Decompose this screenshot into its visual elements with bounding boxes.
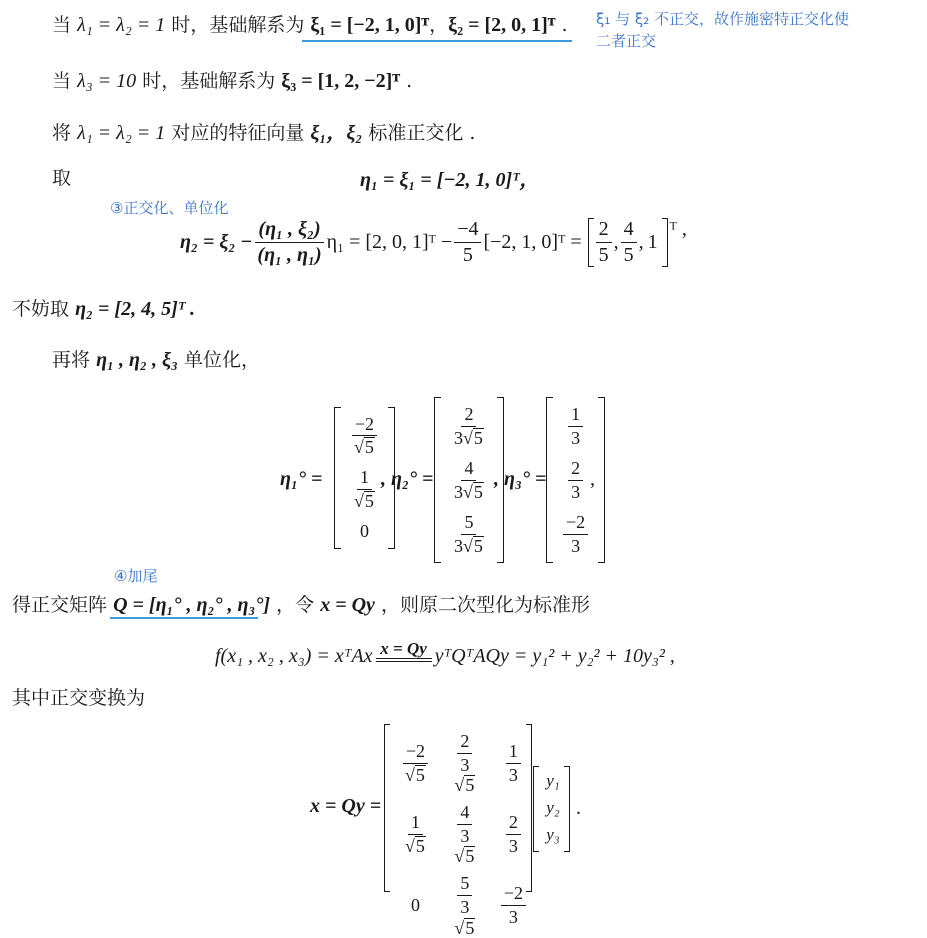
annotation-underline-Q [110,617,258,619]
eta2-unit-entry-2-denominator: 3√5 [451,481,487,503]
eta1-unit-entry-1-sqrt: √5 [354,437,375,458]
y-vector-left-bracket [533,766,539,852]
eta2-frac-den: (η₁ , η₁) [254,243,324,267]
line-4-prefix [52,163,71,190]
line2-prefix: 当 [52,70,71,92]
q-entry-2-1-sqrt: √5 [405,836,426,857]
eta2-unit-label: , η₂° = [381,468,433,491]
eta1-unit-entry-2-sqrt: √5 [354,491,375,512]
eta2-unit-entry-2-numerator: 4 [461,458,476,481]
transform-lhs: x = Qy = [310,795,381,818]
eta3-unit-entry-3-numerator: −2 [563,512,588,535]
eta1-unit-left-bracket [334,407,341,549]
eta1-unit-entry-2 [349,467,380,511]
transform-tail: . [576,797,581,820]
line8-text: 其中正交变换为 [12,687,145,709]
line2-condition: λ₃ = 10 [77,70,136,92]
eta2-coef-num: −4 [454,218,481,243]
q-entry-3-2-fraction [451,873,479,938]
eta3-unit-entry-1-numerator: 1 [568,404,583,427]
q-entry-1-3 [504,741,523,785]
line1-end: . [562,14,568,36]
eta3-unit-entry-2-fraction [568,458,583,502]
eta2-r1-den: 5 [596,243,612,267]
line6-end: 单位化， [184,349,260,371]
f-double-line [376,658,432,662]
eta3-unit-entry-2 [566,458,585,502]
eta1-unit-entry-1-denominator [351,436,378,458]
q-entry-2-1-fraction [402,812,429,856]
q-entry-2-2-sqrt: √5 [454,846,475,867]
q-entry-2-2-fraction [451,802,479,867]
q-entry-3-2-sqrt: √5 [454,918,475,938]
y-vector [542,768,564,848]
line2-end: . [406,70,412,92]
q-entry-2-2 [449,802,481,867]
eta2-unit-entry-1-sqrt: √5 [463,428,484,449]
eta2-r2-num: 4 [621,218,637,243]
line3-vectors: ξ₁，ξ₂ [310,122,362,144]
eta2-unit-entry-1-fraction [451,404,487,448]
line-5 [12,294,195,321]
eta1-unit-entry-3: 0 [360,521,369,542]
eta1-unit-entry-2-numerator: 1 [357,467,372,490]
eta2-comma-2: , [639,231,644,254]
q-entry-1-3-numerator: 1 [506,741,521,764]
line1-condition: λ₁ = λ₂ = 1 [77,14,165,36]
q-entry-3-1: 0 [411,895,420,916]
eta3-unit-vector [546,397,605,563]
eta2-result-bracket [588,218,668,267]
eta2-unit-entry-2-fraction [451,458,487,502]
transform-matrix [392,728,536,894]
eta2-lhs: η₂ = ξ₂ − [180,231,252,254]
eta1-unit-entry-1-fraction [351,414,378,458]
xi1-vector: ξ₁ = [−2, 1, 0]ᵀ [310,14,429,36]
eta2-result-right-bracket [662,218,668,267]
line3-end: 标准正交化 . [368,122,475,144]
q-entry-1-2 [449,731,481,796]
line5-prefix: 不妨取 [12,298,69,320]
eta2-result-left-bracket [588,218,594,267]
eta3-unit-entry-3-fraction [563,512,588,556]
q-entry-1-2-sqrt: √5 [454,775,475,796]
q-entry-2-1 [400,812,431,856]
eta2-comma-1: , [614,231,619,254]
annotation-tail: ④加尾 [114,565,157,586]
eta2-unit-entry-3-numerator: 5 [461,512,476,535]
transform-matrix-right-bracket [526,724,532,892]
transform-matrix-left-bracket [384,724,390,892]
eta2-after-frac: η₁ = [2, 0, 1]ᵀ − [327,231,453,254]
f-lhs: f(x₁ , x₂ , x₃) = xᵀAx [215,645,373,668]
unit-vectors-tail: , [590,468,595,491]
eta3-unit-label: , η₃° = [494,468,546,491]
line7-mid: ，令 [276,594,314,616]
q-entry-3-2-numerator: 5 [457,873,472,896]
eta1-equation [360,163,539,192]
eta2-after-coef: [−2, 1, 0]ᵀ = [483,231,581,254]
annotation-not-orthogonal [596,8,849,52]
eta2-unit-entry-1-numerator: 2 [461,404,476,427]
y-entry-2: y₂ [546,798,559,818]
eta1-eq-text: η₁ = ξ₁ = [−2, 1, 0]ᵀ， [360,169,539,191]
eta2-unit-entry-3 [449,512,489,556]
line3-text: 对应的特征向量 [171,122,304,144]
q-entry-1-3-denominator: 3 [506,764,521,786]
q-entry-2-2-numerator: 4 [457,802,472,825]
eta1-unit-entry-2-denominator [351,490,378,512]
eta2-unit-entry-1 [449,404,489,448]
q-entry-2-1-numerator: 1 [408,812,423,835]
eta2-inner-product-fraction [254,218,324,267]
q-entry-1-2-numerator: 2 [457,731,472,754]
q-entry-2-2-denominator: 3√5 [451,825,479,867]
eta3-unit-entry-1 [566,404,585,448]
q-entry-2-1-denominator [402,835,429,857]
eta1-unit-entry-2-fraction [351,467,378,511]
y-entry-1: y₁ [546,771,559,791]
line-3 [52,116,475,145]
line7-xQy: x = Qy [320,594,375,616]
q-entry-1-1-sqrt: √5 [405,765,426,786]
q-entry-1-1 [400,741,431,785]
eta2-unit-entry-3-denominator: 3√5 [451,535,487,557]
eta2-tail: ᵀ , [670,218,687,241]
line-7 [12,590,590,617]
line2-text: 时，基础解系为 [142,70,275,92]
eta3-unit-entry-2-denominator: 3 [568,481,583,503]
eta3-unit-left-bracket [546,397,553,563]
eta1-unit-entry-1-numerator: −2 [352,414,377,437]
line1-comma: ， [429,14,448,36]
annotation-not-orthogonal-line2: 二者正交 [596,30,849,52]
annotation-orthogonalize: ③正交化、单位化 [110,197,228,218]
line7-end: ，则原二次型化为标准形 [381,594,590,616]
eta2-r2 [621,218,637,267]
line1-text: 时，基础解系为 [171,14,304,36]
line-2 [52,66,412,93]
eta2-r2-den: 5 [621,243,637,267]
eta3-unit-entry-3-denominator: 3 [568,535,583,557]
line-1 [52,10,568,37]
annotation-not-orthogonal-line1: ξ₁ 与 ξ₂ 不正交，故作施密特正交化使 [596,8,849,30]
line3-condition: λ₁ = λ₂ = 1 [77,122,165,144]
q-entry-3-2 [449,873,481,938]
eta2-r1-num: 2 [596,218,612,243]
eta2-r1 [596,218,612,267]
eta3-unit-entry-1-denominator: 3 [568,427,583,449]
q-entry-2-3-denominator: 3 [506,835,521,857]
eta3-unit-entry-3 [561,512,590,556]
q-entry-1-1-numerator: −2 [403,741,428,764]
q-entry-1-2-fraction [451,731,479,796]
eta2-unit-entry-1-denominator: 3√5 [451,427,487,449]
eta2-equation [180,218,687,267]
q-entry-2-3-fraction [506,812,521,856]
line4-prefix: 取 [52,167,71,189]
eta2-unit-entry-3-fraction [451,512,487,556]
line1-prefix: 当 [52,14,71,36]
eta2-unit-entry-2 [449,458,489,502]
eta3-unit-entry-1-fraction [568,404,583,448]
line7-prefix: 得正交矩阵 [12,594,107,616]
q-entry-1-2-denominator: 3√5 [451,754,479,796]
eta2-unit-left-bracket [434,397,441,563]
eta2-unit-col [441,397,497,563]
line6-vectors: η₁ , η₂ , ξ₃ [96,349,178,371]
f-over: x = Qy [380,640,427,658]
eta2-unit-entry-3-sqrt: √5 [463,536,484,557]
q-entry-1-1-denominator [402,764,429,786]
q-entry-3-3-fraction [501,883,526,927]
quadratic-form-equation [215,640,675,668]
xi3-vector: ξ₃ = [1, 2, −2]ᵀ [281,70,400,92]
eta2-frac-num: (η₁ , ξ₂) [255,218,323,243]
q-entry-1-3-fraction [506,741,521,785]
line6-prefix: 再将 [52,349,90,371]
f-substitution [376,640,432,668]
f-rhs: yᵀQᵀAQy = y₁² + y₂² + 10y₃² , [435,645,675,668]
y-vector-right-bracket [564,766,570,852]
q-entry-2-3-numerator: 2 [506,812,521,835]
orthogonal-matrix-Q: Q = [η₁° , η₂° , η₃°] [113,594,270,616]
annotation-underline-xi [302,40,572,42]
eta2-r3: 1 [648,231,658,254]
eta3-unit-right-bracket [598,397,605,563]
q-entry-2-3 [504,812,523,856]
line5-eq: η₂ = [2, 4, 5]ᵀ . [75,298,195,320]
line-6 [52,345,260,372]
y-entry-3: y₃ [546,825,559,845]
eta3-unit-entry-2-numerator: 2 [568,458,583,481]
q-entry-3-2-denominator: 3√5 [451,896,479,938]
q-entry-3-3-numerator: −2 [501,883,526,906]
eta2-coef-den: 5 [460,243,476,267]
line-8 [12,683,145,710]
eta2-unit-entry-2-sqrt: √5 [463,482,484,503]
line3-prefix: 将 [52,122,71,144]
q-entry-3-3 [499,883,528,927]
eta2-coef-fraction [454,218,481,267]
eta1-unit-entry-1 [349,414,380,458]
xi2-vector: ξ₂ = [2, 0, 1]ᵀ [448,14,555,36]
eta1-unit-label: η₁° = [280,468,322,491]
q-entry-3-3-denominator: 3 [506,906,521,928]
q-entry-1-1-fraction [402,741,429,785]
